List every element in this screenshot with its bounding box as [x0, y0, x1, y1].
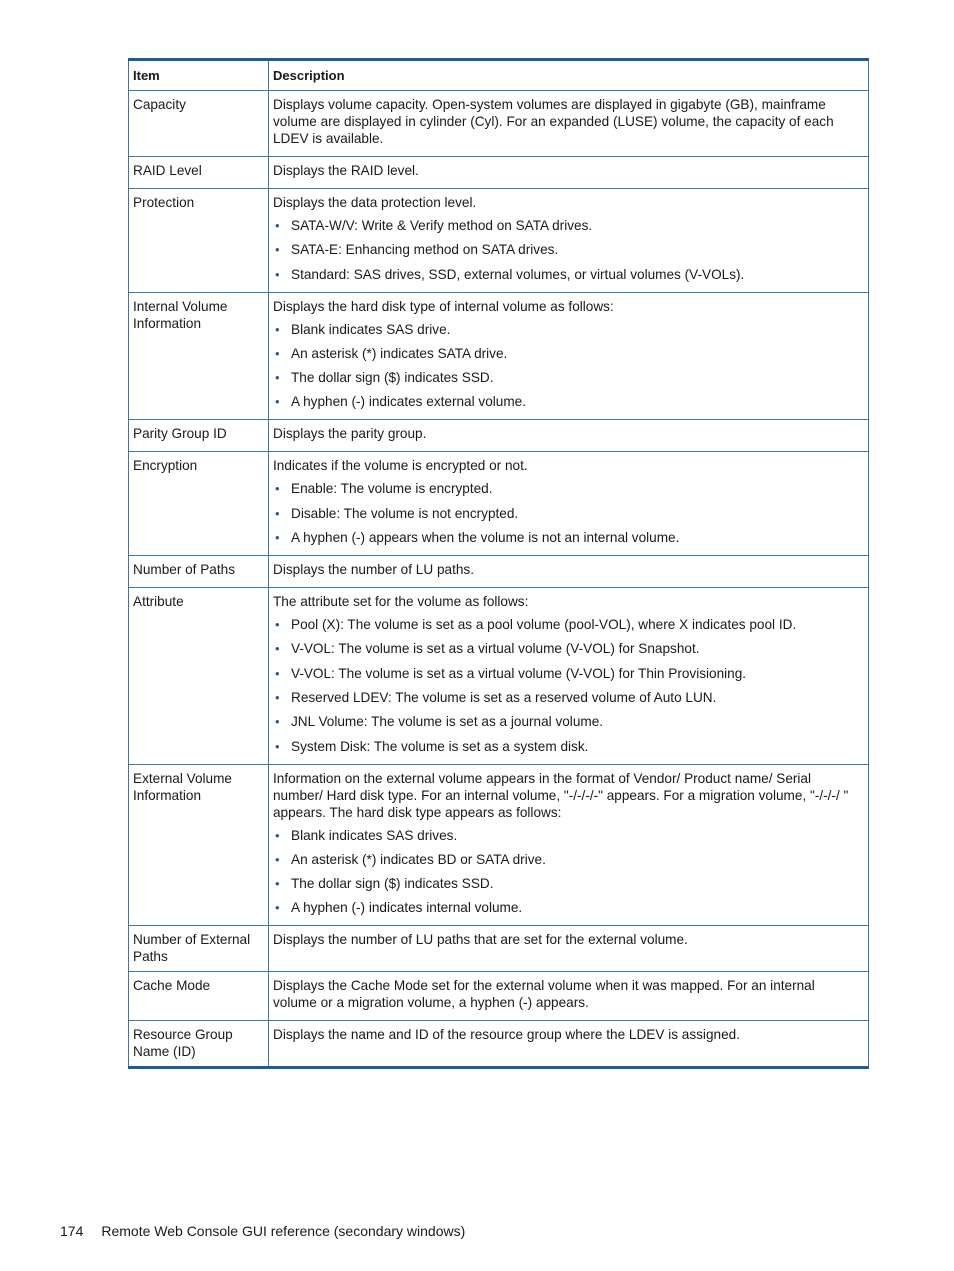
item-cell: External Volume Information — [129, 764, 269, 926]
list-item-text: Disable: The volume is not encrypted. — [291, 505, 519, 521]
description-text: Displays the parity group. — [273, 426, 427, 442]
footer-title: Remote Web Console GUI reference (secondary windows) — [101, 1223, 466, 1239]
list-item — [273, 480, 854, 497]
description-text: Displays the number of LU paths. — [273, 562, 474, 578]
bullet-icon: • — [275, 851, 280, 867]
table-row — [129, 189, 869, 293]
list-item — [273, 827, 854, 844]
list-item-text: Pool (X): The volume is set as a pool volume (pool-VOL), where X indicates pool ID. — [291, 617, 797, 633]
list-item — [273, 529, 854, 546]
bullet-list — [273, 480, 854, 546]
description-cell — [269, 420, 869, 452]
list-item — [273, 505, 854, 522]
table-row — [129, 764, 869, 926]
list-item-text: V-VOL: The volume is set as a virtual volume (V-VOL) for Thin Provisioning. — [291, 665, 747, 681]
list-item — [273, 266, 854, 283]
item-cell: Resource Group Name (ID) — [129, 1021, 269, 1068]
column-header-item: Item — [129, 60, 269, 91]
item-cell: Protection — [129, 189, 269, 293]
description-cell — [269, 157, 869, 189]
description-text: The attribute set for the volume as follows: — [273, 594, 529, 610]
bullet-icon: • — [275, 827, 280, 843]
table-row — [129, 1021, 869, 1068]
column-header-description: Description — [269, 60, 869, 91]
bullet-list — [273, 616, 854, 754]
bullet-icon: • — [275, 641, 280, 657]
reference-table — [128, 58, 869, 1069]
bullet-icon: • — [275, 714, 280, 730]
item-cell: Cache Mode — [129, 972, 269, 1021]
list-item-text: Blank indicates SAS drive. — [291, 321, 451, 337]
bullet-icon: • — [275, 242, 280, 258]
list-item — [273, 851, 854, 868]
page-number: 174 — [60, 1223, 84, 1239]
description-cell — [269, 91, 869, 157]
page-footer — [60, 1223, 465, 1239]
table-header-row — [129, 60, 869, 91]
list-item-text: SATA-W/V: Write & Verify method on SATA drives. — [291, 218, 593, 233]
bullet-list — [273, 321, 854, 411]
list-item-text: An asterisk (*) indicates BD or SATA drive. — [291, 851, 546, 867]
list-item — [273, 689, 854, 706]
description-text: Information on the external volume appears in the format of Vendor/ Product name/ Serial number/ Hard disk type. For an internal volume, "-/-/-/-" appears. For a migration volume, "-/-/-/ " appears. The hard disk type appears as follows: — [273, 770, 849, 820]
list-item — [273, 241, 854, 258]
description-text: Displays the data protection level. — [273, 195, 477, 210]
bullet-icon: • — [275, 665, 280, 681]
bullet-icon: • — [275, 218, 280, 233]
list-item — [273, 640, 854, 657]
list-item-text: A hyphen (-) indicates external volume. — [291, 394, 526, 410]
bullet-icon: • — [275, 481, 280, 497]
bullet-icon: • — [275, 900, 280, 916]
list-item-text: The dollar sign ($) indicates SSD. — [291, 876, 494, 892]
table-row — [129, 556, 869, 588]
bullet-icon: • — [275, 266, 280, 282]
table-row — [129, 972, 869, 1021]
list-item-text: Reserved LDEV: The volume is set as a reserved volume of Auto LUN. — [291, 689, 717, 705]
table-row — [129, 420, 869, 452]
table-row — [129, 91, 869, 157]
item-cell: Number of Paths — [129, 556, 269, 588]
item-cell: Capacity — [129, 91, 269, 157]
item-cell: Number of External Paths — [129, 926, 269, 972]
description-text: Displays the Cache Mode set for the external volume when it was mapped. For an internal volume or a migration volume, a hyphen (-) appears. — [273, 978, 815, 1011]
bullet-icon: • — [275, 876, 280, 892]
list-item — [273, 393, 854, 410]
list-item — [273, 738, 854, 755]
table-row — [129, 452, 869, 556]
description-cell — [269, 189, 869, 293]
description-cell — [269, 292, 869, 420]
list-item-text: A hyphen (-) appears when the volume is not an internal volume. — [291, 530, 680, 546]
item-cell: Internal Volume Information — [129, 292, 269, 420]
description-text: Indicates if the volume is encrypted or not. — [273, 458, 528, 474]
description-text: Displays the name and ID of the resource group where the LDEV is assigned. — [273, 1027, 740, 1043]
description-text: Displays the RAID level. — [273, 163, 419, 178]
table-row — [129, 292, 869, 420]
bullet-icon: • — [275, 345, 280, 361]
list-item-text: A hyphen (-) indicates internal volume. — [291, 900, 523, 916]
bullet-icon: • — [275, 617, 280, 633]
list-item — [273, 217, 854, 234]
description-text: Displays the hard disk type of internal volume as follows: — [273, 298, 614, 314]
list-item — [273, 665, 854, 682]
list-item — [273, 321, 854, 338]
bullet-icon: • — [275, 738, 280, 754]
bullet-icon: • — [275, 394, 280, 410]
table-body — [129, 91, 869, 1068]
item-cell: Parity Group ID — [129, 420, 269, 452]
item-cell: Attribute — [129, 588, 269, 764]
list-item — [273, 875, 854, 892]
list-item — [273, 713, 854, 730]
table-row — [129, 926, 869, 972]
description-cell — [269, 556, 869, 588]
list-item-text: System Disk: The volume is set as a system disk. — [291, 738, 589, 754]
bullet-icon: • — [275, 689, 280, 705]
list-item — [273, 369, 854, 386]
bullet-list — [273, 217, 854, 283]
list-item — [273, 616, 854, 633]
item-cell: RAID Level — [129, 157, 269, 189]
description-cell — [269, 452, 869, 556]
list-item — [273, 899, 854, 916]
list-item-text: Standard: SAS drives, SSD, external volumes, or virtual volumes (V-VOLs). — [291, 266, 745, 282]
description-text: Displays the number of LU paths that are set for the external volume. — [273, 932, 688, 948]
description-cell — [269, 926, 869, 972]
description-cell — [269, 764, 869, 926]
bullet-icon: • — [275, 321, 280, 337]
bullet-list — [273, 827, 854, 917]
list-item-text: The dollar sign ($) indicates SSD. — [291, 370, 494, 386]
item-cell: Encryption — [129, 452, 269, 556]
table-row — [129, 588, 869, 764]
description-text: Displays volume capacity. Open-system volumes are displayed in gigabyte (GB), mainframe volume are displayed in cylinder (Cyl). For an expanded (LUSE) volume, the capacity of each LDEV is available. — [273, 97, 834, 146]
table-row — [129, 157, 869, 189]
list-item-text: SATA-E: Enhancing method on SATA drives. — [291, 242, 559, 258]
bullet-icon: • — [275, 530, 280, 546]
bullet-icon: • — [275, 505, 280, 521]
list-item — [273, 345, 854, 362]
bullet-icon: • — [275, 370, 280, 386]
description-cell — [269, 1021, 869, 1068]
description-cell — [269, 588, 869, 764]
list-item-text: Blank indicates SAS drives. — [291, 827, 458, 843]
description-cell — [269, 972, 869, 1021]
list-item-text: JNL Volume: The volume is set as a journal volume. — [291, 714, 604, 730]
list-item-text: Enable: The volume is encrypted. — [291, 481, 493, 497]
list-item-text: An asterisk (*) indicates SATA drive. — [291, 345, 508, 361]
list-item-text: V-VOL: The volume is set as a virtual volume (V-VOL) for Snapshot. — [291, 641, 700, 657]
